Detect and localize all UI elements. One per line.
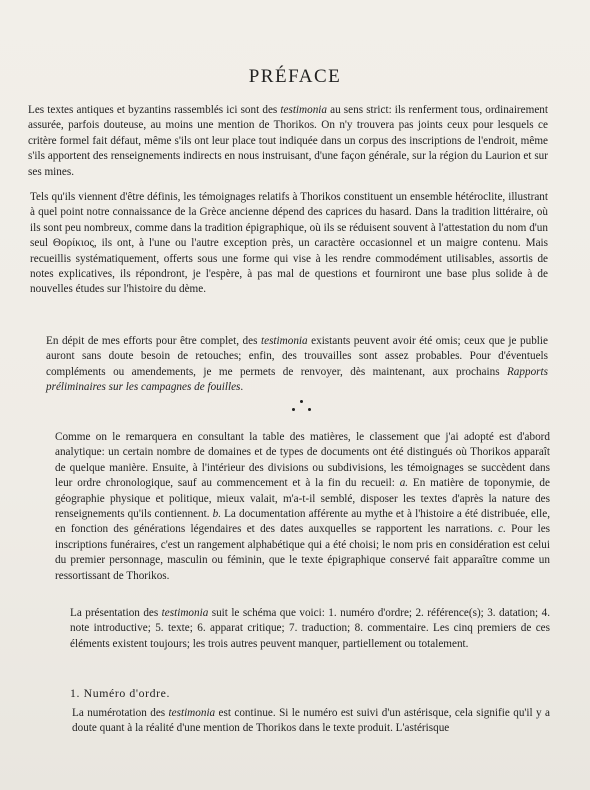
- paragraph-6-text-a: La numérotation des: [72, 707, 169, 719]
- paragraph-2: Tels qu'ils viennent d'être définis, les témoignages relatifs à Thorikos constituent un ensemble hétéroclite, illustrant à quel point notre connaissance de la Grèce ancienne dépend des caprices du hasard. Dans la tradition littéraire, où ils sont peu nombreux, comme dans la tradition épigraphique, où ils se réduisent souvent à l'attestation du nom d'un seul Θορίκιος, ils ont, à l'une ou l'autre exception près, un caractère occasionnel et un maigre contenu. Mais recueillis systématiquement, offerts sous une forme qui vise à les rendre commodément utilisables, assortis de notes explicatives, ils répondront, je l'espère, à pas mal de questions et fourniront une base plus solide à de nouvelles études sur l'histoire du dème.: [30, 191, 548, 296]
- paragraph-5-italic: testimonia: [161, 607, 209, 619]
- paragraph-3-text-c: .: [240, 381, 244, 394]
- paragraph-1-italic: testimonia: [280, 104, 328, 116]
- paragraph-1: [28, 103, 548, 180]
- paragraph-5: [70, 606, 550, 652]
- paragraph-3-text-a: En dépit de mes efforts pour être complet, des: [46, 335, 261, 347]
- section-heading-numero-ordre: 1. Numéro d'ordre.: [70, 686, 171, 700]
- list-item-c-letter: c.: [498, 523, 506, 536]
- paragraph-3-italic-2: Rapports préliminaires sur les campagnes de fouilles: [46, 365, 548, 394]
- paragraph-6-italic: testimonia: [168, 707, 216, 719]
- paragraph-1-text-b: au sens strict: ils renferment tous, ordinairement assurée, parfois douteuse, au moins une mention de Thorikos. On n'y trouvera pas joints ceux pour lesquels ce critère formel fait défaut, même s'ils ont leur place tout indiquée dans un corpus des inscriptions de l'endroit, même s'ils apportent des renseignements indirects en nous instruisant, d'une façon générale, sur la région du Laurion et sur ses mines.: [28, 104, 548, 178]
- paragraph-6: [72, 706, 550, 737]
- paragraph-3-text-b: existants peuvent avoir été omis; ceux que je publie auront sans doute besoin de retouches; enfin, des trouvailles sont assez probables. Pour d'éventuels compléments ou amendements, je me permets de renvoyer, dès maintenant, aux prochains: [46, 335, 548, 378]
- paragraph-5-text-b: suit le schéma que voici: 1. numéro d'ordre; 2. référence(s); 3. datation; 4. note introductive; 5. texte; 6. apparat critique; 7. traduction; 8. commentaire. Les cinq premiers de ces éléments existent toujours; les trois autres peuvent manquer, partiellement ou totalement.: [70, 607, 550, 650]
- paragraph-5-text-a: La présentation des: [70, 607, 162, 619]
- section-separator-asterism: [290, 400, 314, 414]
- list-item-b-text: La documentation afférente au mythe et à l'histoire a été distribuée, elle, en fonction des générations légendaires et des dates auxquelles se rapportent les narrations.: [55, 508, 550, 536]
- paragraph-6-text-b: est continue. Si le numéro est suivi d'un astérisque, cela signifie qu'il y a doute quant à la réalité d'une mention de Thorikos dans le texte produit. L'astérisque: [72, 707, 550, 735]
- paragraph-3: [46, 334, 548, 396]
- paragraph-3-italic-1: testimonia: [261, 335, 308, 347]
- list-item-a-text: En matière de toponymie, de géographie physique et politique, mieux valait, m'a-t-il semblé, disposer les textes d'après la nature des renseignements qu'ils contiennent.: [55, 477, 550, 521]
- page-title: PRÉFACE: [248, 66, 342, 87]
- list-item-b-letter: b.: [212, 508, 222, 521]
- paragraph-1-text-a: Les textes antiques et byzantins rassemblés ici sont des: [28, 104, 281, 116]
- paragraph-4-intro: Comme on le remarquera en consultant la table des matières, le classement que j'ai adopté est d'abord analytique: un certain nombre de domaines et de types de documents ont été distingués où Thorikos apparaît de quelque manière. Ensuite, à l'intérieur des divisions ou subdivisions, les témoignages se succèdent dans leur ordre chronologique, sauf au commencement et à la fin du recueil:: [55, 431, 550, 490]
- list-item-c-text: Pour les inscriptions funéraires, c'est un rangement alphabétique qui a été choisi; le nom pris en considération est celui du premier personnage, masculin ou féminin, que le texte épigraphique conservé fait apparaître comme un ressortissant de Thorikos.: [55, 523, 551, 582]
- list-item-a-letter: a.: [399, 477, 409, 490]
- paragraph-4: [55, 430, 550, 584]
